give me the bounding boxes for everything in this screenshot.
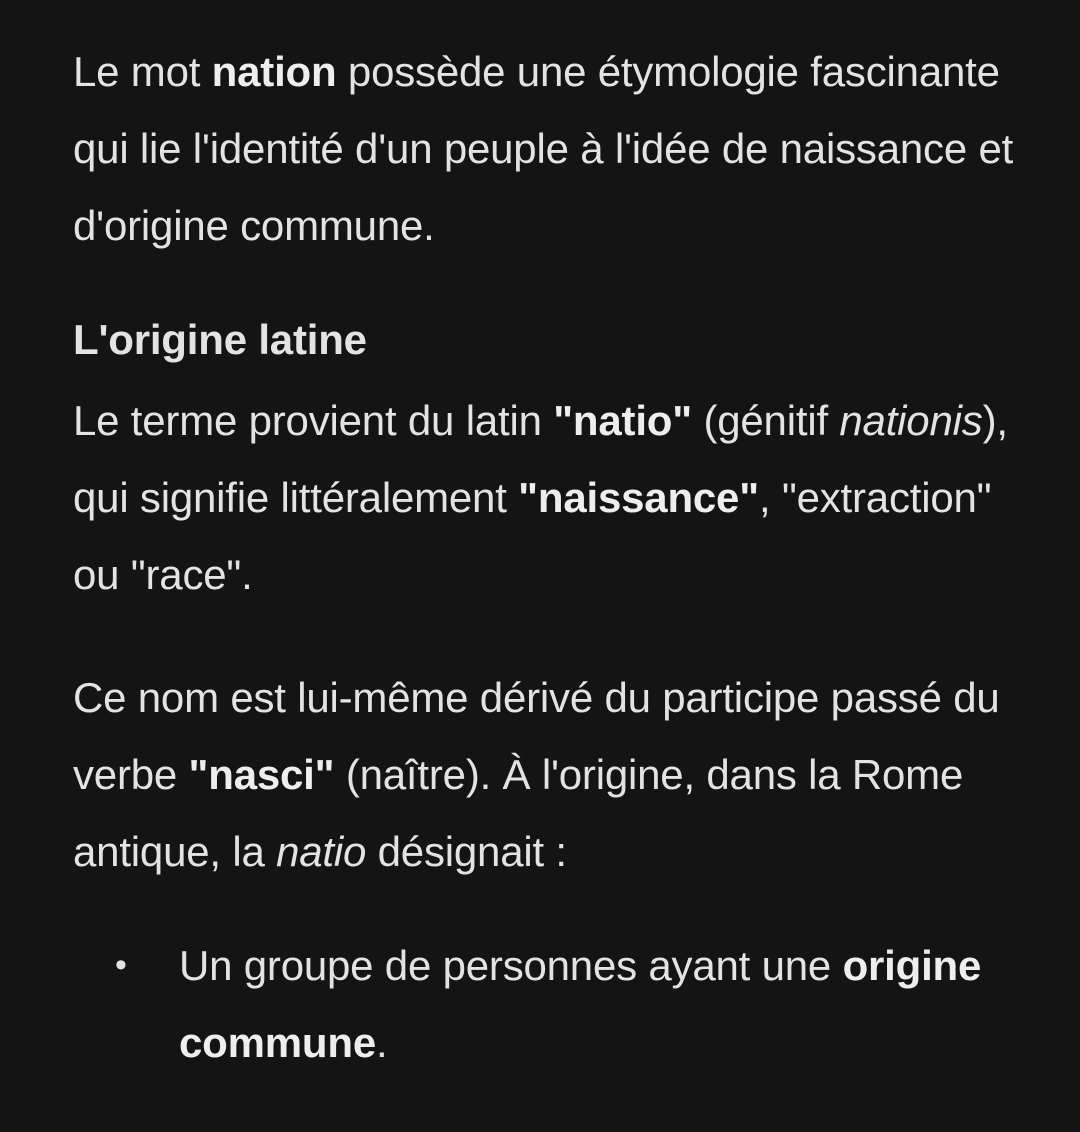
para-text: ), qui signifie littéralement <box>73 397 1008 521</box>
message-content <box>73 33 1033 1081</box>
list-text: Un groupe de personnes ayant une <box>179 942 843 989</box>
para-text: , "extraction" ou "race". <box>73 474 992 598</box>
para-text: désignait : <box>366 828 567 875</box>
section-heading: L'origine latine <box>73 316 367 363</box>
list-text-end: . <box>375 1019 388 1066</box>
term-nation: nation <box>211 48 337 95</box>
term-origine-commune: origine commune <box>179 942 982 1066</box>
intro-text-rest: possède une étymologie fascinante qui lie l'identité d'un peuple à l'idée de naissance et d'origine commune. <box>73 48 1014 249</box>
list-item <box>73 927 1033 1081</box>
derivation-paragraph <box>73 659 1033 890</box>
intro-text: Le mot <box>73 48 212 95</box>
para-text: Le terme provient du latin <box>73 397 554 444</box>
bullet-icon: • <box>115 946 127 984</box>
intro-paragraph <box>73 33 1033 264</box>
para-text: (naître). À l'origine, dans la Rome antique, la <box>73 751 964 875</box>
term-nationis: nationis <box>839 397 983 444</box>
term-natio-italic: natio <box>276 828 367 875</box>
term-naissance: "naissance" <box>518 474 759 521</box>
term-nasci: "nasci" <box>188 751 335 798</box>
bullet-list <box>73 927 1033 1081</box>
latin-origin-paragraph <box>73 382 1033 613</box>
para-text: Ce nom est lui-même dérivé du participe passé du verbe <box>73 674 1000 798</box>
term-natio: "natio" <box>553 397 692 444</box>
para-text: (génitif <box>691 397 840 444</box>
